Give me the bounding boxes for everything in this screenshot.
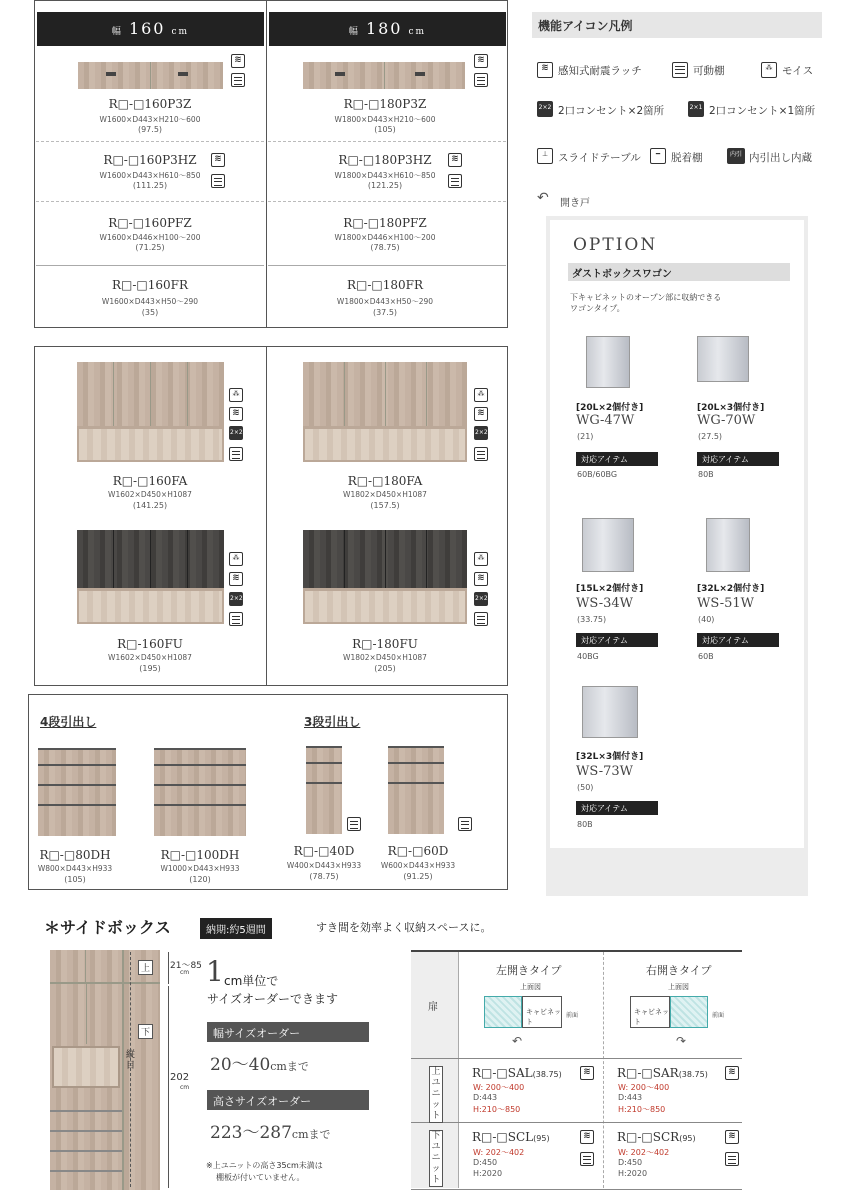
model-name: R□-□180FA — [347, 474, 423, 488]
seismic-latch-icon: ≋ — [474, 54, 488, 68]
header-width-180: 幅 180 cm — [269, 12, 506, 46]
diagram-front: 前面 — [566, 1012, 579, 1019]
open-compartment — [303, 588, 467, 624]
height-order-label: 高さサイズオーダー — [213, 1095, 312, 1108]
dimensions: W1600×D443×H210～600 — [99, 115, 201, 124]
drawer-image-40d — [306, 746, 342, 834]
height-order-unit: cmまで — [291, 1128, 331, 1141]
height-order-value: 223～287 — [210, 1123, 292, 1143]
price: (71.25) — [135, 243, 165, 252]
door-diagram-right — [670, 996, 708, 1028]
divider — [266, 0, 267, 328]
door-diagram-left — [484, 996, 522, 1028]
wagon-price: (50) — [577, 783, 594, 792]
price: (121.25) — [367, 181, 403, 190]
price: (78.75) — [370, 243, 400, 252]
size-big-number: 1 — [206, 955, 224, 988]
width-order — [210, 1050, 309, 1075]
inner-drawer-icon: 内引 — [727, 148, 745, 164]
compat-tag: 対応アイテム — [576, 633, 658, 647]
delivery-badge: 納期:約5週間 — [200, 918, 272, 939]
upper-left-d: D:443 — [473, 1093, 498, 1102]
cabinet-diagram-right — [630, 996, 670, 1028]
model-name: R□-180FU — [352, 637, 418, 651]
cabinet-image-160p3z — [78, 62, 223, 89]
movable-shelf-icon — [458, 817, 472, 831]
wagon-image-wg70w — [697, 336, 749, 382]
col-header-right: 右開きタイプ — [646, 964, 712, 977]
seismic-latch-icon: ≋ — [537, 62, 553, 78]
option-subtitle: ダストボックスワゴン — [572, 269, 672, 280]
dimensions: W1602×D450×H1087 — [108, 653, 192, 662]
legend-outlet22: 2口コンセント×2箇所 — [558, 105, 665, 117]
option-subtitle-bar — [568, 263, 790, 281]
movable-shelf-icon — [672, 62, 688, 78]
price: (91.25) — [403, 872, 433, 881]
movable-shelf-icon — [229, 612, 243, 626]
dimensions: W800×D443×H933 — [37, 864, 113, 873]
dimensions: W1600×D443×H50～290 — [101, 297, 199, 306]
legend-outlet21: 2口コンセント×1箇所 — [709, 105, 816, 117]
model-name: R□-□180FR — [346, 278, 424, 292]
slide-table-icon: ⊥ — [537, 148, 553, 164]
legend-door: 開き戸 — [560, 198, 590, 209]
upper-left-h: H:210～850 — [473, 1105, 521, 1114]
upper-left-model: R□-□SAL — [472, 1066, 533, 1080]
width-order-unit: cmまで — [270, 1060, 309, 1073]
cabinet-image-180fa — [303, 362, 467, 426]
wagon-label: [32L×3個付き] — [576, 752, 644, 762]
price: (205) — [374, 664, 396, 673]
lower-right-d: D:450 — [618, 1158, 643, 1167]
header-width-160: 幅 160 cm — [37, 12, 264, 46]
wagon-compat: 60B/60BG — [577, 470, 618, 479]
three-drawer-label: 3段引出し — [304, 715, 361, 729]
wagon-image-ws34w — [582, 518, 634, 572]
dim-total: 202 — [170, 1072, 190, 1083]
model-name: R□-□160P3HZ — [103, 153, 197, 167]
model-name: R□-□80DH — [39, 848, 111, 862]
seismic-latch-icon: ≋ — [229, 407, 243, 421]
model-name: R□-□160FA — [112, 474, 188, 488]
dimensions: W1802×D450×H1087 — [343, 490, 427, 499]
open-compartment — [77, 426, 224, 462]
moisture-icon: ⁂ — [229, 552, 243, 566]
moisture-icon: ⁂ — [474, 388, 488, 402]
label-lower: 下 — [138, 1024, 153, 1039]
row-label-door: 扉 — [428, 1002, 438, 1013]
model-name — [472, 1130, 550, 1144]
compat-tag: 対応アイテム — [697, 452, 779, 466]
seismic-latch-icon: ≋ — [448, 153, 462, 167]
wagon-image-ws51w — [706, 518, 750, 572]
note-line1: ※上ユニットの高さ35cm未満は — [206, 1161, 323, 1170]
price: (35) — [141, 308, 159, 317]
wagon-compat: 40BG — [577, 652, 599, 661]
dimensions: W1800×D443×H210～600 — [334, 115, 436, 124]
dimensions: W600×D443×H933 — [380, 861, 456, 870]
wagon-label: [20L×2個付き] — [576, 403, 644, 413]
movable-shelf-icon — [725, 1152, 739, 1166]
dimensions: W1802×D450×H1087 — [343, 653, 427, 662]
legend-inner: 内引出し内蔵 — [749, 152, 812, 164]
model-name: R□-□180PFZ — [343, 216, 427, 230]
dim-total-unit: cm — [180, 1084, 190, 1091]
seismic-latch-icon: ≋ — [229, 572, 243, 586]
seismic-latch-icon: ≋ — [474, 407, 488, 421]
price: (105) — [374, 125, 396, 134]
sidebox-image — [50, 950, 160, 1190]
price: (111.25) — [132, 181, 168, 190]
dimensions: W1000×D443×H933 — [160, 864, 240, 873]
wagon-model: WS-73W — [576, 764, 634, 779]
open-compartment — [303, 426, 467, 462]
price: (195) — [139, 664, 161, 673]
outlet-2x2-icon: 2×2 — [474, 592, 488, 606]
row-label-lower: 下ユニット — [429, 1130, 443, 1187]
model-name: R□-□100DH — [160, 848, 240, 862]
price: (105) — [64, 875, 86, 884]
outlet-2x2-icon: 2×2 — [229, 426, 243, 440]
upper-left-w: W: 200～400 — [473, 1083, 525, 1092]
seismic-latch-icon: ≋ — [725, 1066, 739, 1080]
seismic-latch-icon: ≋ — [580, 1066, 594, 1080]
model-name: R□-□180P3Z — [343, 97, 427, 111]
seismic-latch-icon: ≋ — [211, 153, 225, 167]
dimensions: W1800×D443×H610～850 — [334, 171, 436, 180]
upper-right-price: (38.75) — [678, 1070, 708, 1079]
cabinet-image-160fa — [77, 362, 224, 426]
wagon-label: [20L×3個付き] — [697, 403, 765, 413]
height-order-bar — [207, 1090, 369, 1110]
price: (141.25) — [132, 501, 168, 510]
wagon-compat: 80B — [698, 470, 714, 479]
legend-removable: 脱着棚 — [671, 152, 703, 164]
compat-tag: 対応アイテム — [576, 452, 658, 466]
cabinet-image-180fu — [303, 530, 467, 588]
wagon-price: (40) — [698, 615, 715, 624]
wagon-image-wg47w — [586, 336, 630, 388]
size-line2: サイズオーダーできます — [207, 992, 339, 1006]
outlet-2x2-icon: 2×2 — [229, 592, 243, 606]
movable-shelf-icon — [474, 73, 488, 87]
movable-shelf-icon — [474, 612, 488, 626]
row-label-upper: 上ユニット — [429, 1066, 443, 1123]
dimensions: W400×D443×H933 — [286, 861, 362, 870]
option-title: OPTION — [573, 235, 658, 255]
dim-top-unit: cm — [180, 969, 190, 976]
model-name: R□-□160FR — [111, 278, 189, 292]
compat-tag: 対応アイテム — [576, 801, 658, 815]
movable-shelf-icon — [474, 447, 488, 461]
diagram-cabinet: キャビネット — [634, 1008, 669, 1026]
wagon-image-ws73w — [582, 686, 638, 738]
lower-right-w: W: 202～402 — [618, 1148, 670, 1157]
price: (120) — [189, 875, 211, 884]
seismic-latch-icon: ≋ — [580, 1130, 594, 1144]
lower-right-price: (95) — [679, 1134, 696, 1143]
door-swing-icon: ↶ — [512, 1034, 523, 1048]
model-name: R□-□180P3HZ — [338, 153, 432, 167]
moisture-icon: ⁂ — [229, 388, 243, 402]
drawer-image-60d — [388, 746, 444, 834]
seismic-latch-icon: ≋ — [474, 572, 488, 586]
open-compartment — [77, 588, 224, 624]
movable-shelf-icon — [347, 817, 361, 831]
lower-left-h: H:2020 — [473, 1169, 503, 1178]
seismic-latch-icon: ≋ — [725, 1130, 739, 1144]
lower-right-model: R□-□SCR — [617, 1130, 680, 1144]
model-name: R□-□160PFZ — [108, 216, 192, 230]
legend-shelf: 可動棚 — [693, 65, 725, 77]
model-name: R□-□40D — [293, 844, 355, 858]
width-order-bar — [207, 1022, 369, 1042]
hinged-door-icon: ↶ — [537, 190, 549, 206]
wagon-price: (33.75) — [577, 615, 607, 624]
outlet-2x1-icon: 2×1 — [688, 101, 704, 117]
four-drawer-label: 4段引出し — [40, 715, 97, 729]
moisture-icon: ⁂ — [761, 62, 777, 78]
wagon-compat: 80B — [577, 820, 593, 829]
model-name — [472, 1066, 562, 1080]
price: (97.5) — [137, 125, 163, 134]
price: (157.5) — [370, 501, 400, 510]
height-order — [210, 1118, 331, 1143]
seismic-latch-icon: ≋ — [231, 54, 245, 68]
compat-tag: 対応アイテム — [697, 633, 779, 647]
dimensions: W1800×D443×H50～290 — [336, 297, 434, 306]
lower-left-price: (95) — [533, 1134, 550, 1143]
outlet-2x2-icon: 2×2 — [474, 426, 488, 440]
sidebox-title: ＊サイドボックス — [44, 918, 171, 937]
wagon-model: WG-47W — [576, 413, 635, 428]
diagram-top-label: 上面図 — [668, 983, 689, 991]
model-name: R□-□160P3Z — [108, 97, 192, 111]
price: (78.75) — [309, 872, 339, 881]
note-line2: 棚板が付いていません。 — [216, 1173, 305, 1182]
dimensions: W1600×D443×H610～850 — [99, 171, 201, 180]
col-header-left: 左開きタイプ — [496, 964, 562, 977]
wagon-price: (27.5) — [698, 432, 723, 441]
option-description: ワゴンタイプ。 — [570, 304, 625, 313]
size-line1: cm単位で — [224, 974, 279, 988]
upper-right-w: W: 200～400 — [618, 1083, 670, 1092]
cabinet-image-180p3z — [303, 62, 465, 89]
legend-slide: スライドテーブル — [558, 152, 641, 164]
width-order-value: 20～40 — [210, 1055, 271, 1075]
moisture-icon: ⁂ — [474, 552, 488, 566]
cabinet-diagram-left — [522, 996, 562, 1028]
label-upper: 上 — [138, 960, 153, 975]
model-name — [617, 1066, 708, 1080]
drawer-image-100dh — [154, 748, 246, 836]
dimensions: W1800×D446×H100～200 — [334, 233, 436, 242]
upper-left-price: (38.75) — [532, 1070, 562, 1079]
width-order-label: 幅サイズオーダー — [213, 1027, 301, 1040]
movable-shelf-icon — [231, 73, 245, 87]
door-swing-icon: ↷ — [676, 1034, 687, 1048]
model-name: R□-160FU — [117, 637, 183, 651]
diagram-front: 前面 — [712, 1012, 725, 1019]
wagon-price: (21) — [577, 432, 594, 441]
label-vertical-grain: 縦目 — [126, 1050, 136, 1071]
option-description: 下キャビネットのオープン部に収納できる — [570, 293, 722, 302]
wagon-model: WS-34W — [576, 596, 634, 611]
lower-left-w: W: 202～402 — [473, 1148, 525, 1157]
lower-right-h: H:2020 — [618, 1169, 648, 1178]
diagram-cabinet: キャビネット — [526, 1008, 561, 1026]
price: (37.5) — [372, 308, 398, 317]
upper-right-model: R□-□SAR — [617, 1066, 679, 1080]
drawer-image-80dh — [38, 748, 116, 836]
diagram-top-label: 上面図 — [520, 983, 541, 991]
wagon-label: [15L×2個付き] — [576, 584, 644, 594]
lower-left-d: D:450 — [473, 1158, 498, 1167]
legend-title-bar — [532, 12, 822, 38]
dim-top: 21～85 — [170, 961, 202, 971]
cabinet-image-160fu — [77, 530, 224, 588]
wagon-compat: 60B — [698, 652, 714, 661]
lower-left-model: R□-□SCL — [472, 1130, 534, 1144]
dimensions: W1600×D446×H100～200 — [99, 233, 201, 242]
dimensions: W1602×D450×H1087 — [108, 490, 192, 499]
sidebox-tagline: すき間を効率よく収納スペースに。 — [316, 921, 492, 934]
wagon-label: [32L×2個付き] — [697, 584, 765, 594]
wagon-model: WG-70W — [697, 413, 756, 428]
outlet-2x2-icon: 2×2 — [537, 101, 553, 117]
legend-latch: 感知式耐震ラッチ — [558, 65, 642, 77]
upper-right-h: H:210～850 — [618, 1105, 666, 1114]
upper-right-d: D:443 — [618, 1093, 643, 1102]
wagon-model: WS-51W — [697, 596, 755, 611]
model-name — [617, 1130, 696, 1144]
movable-shelf-icon — [229, 447, 243, 461]
model-name: R□-□60D — [387, 844, 449, 858]
legend-moisture: モイス — [782, 65, 814, 77]
legend-title: 機能アイコン凡例 — [538, 19, 633, 33]
movable-shelf-icon — [580, 1152, 594, 1166]
removable-shelf-icon: ━ — [650, 148, 666, 164]
